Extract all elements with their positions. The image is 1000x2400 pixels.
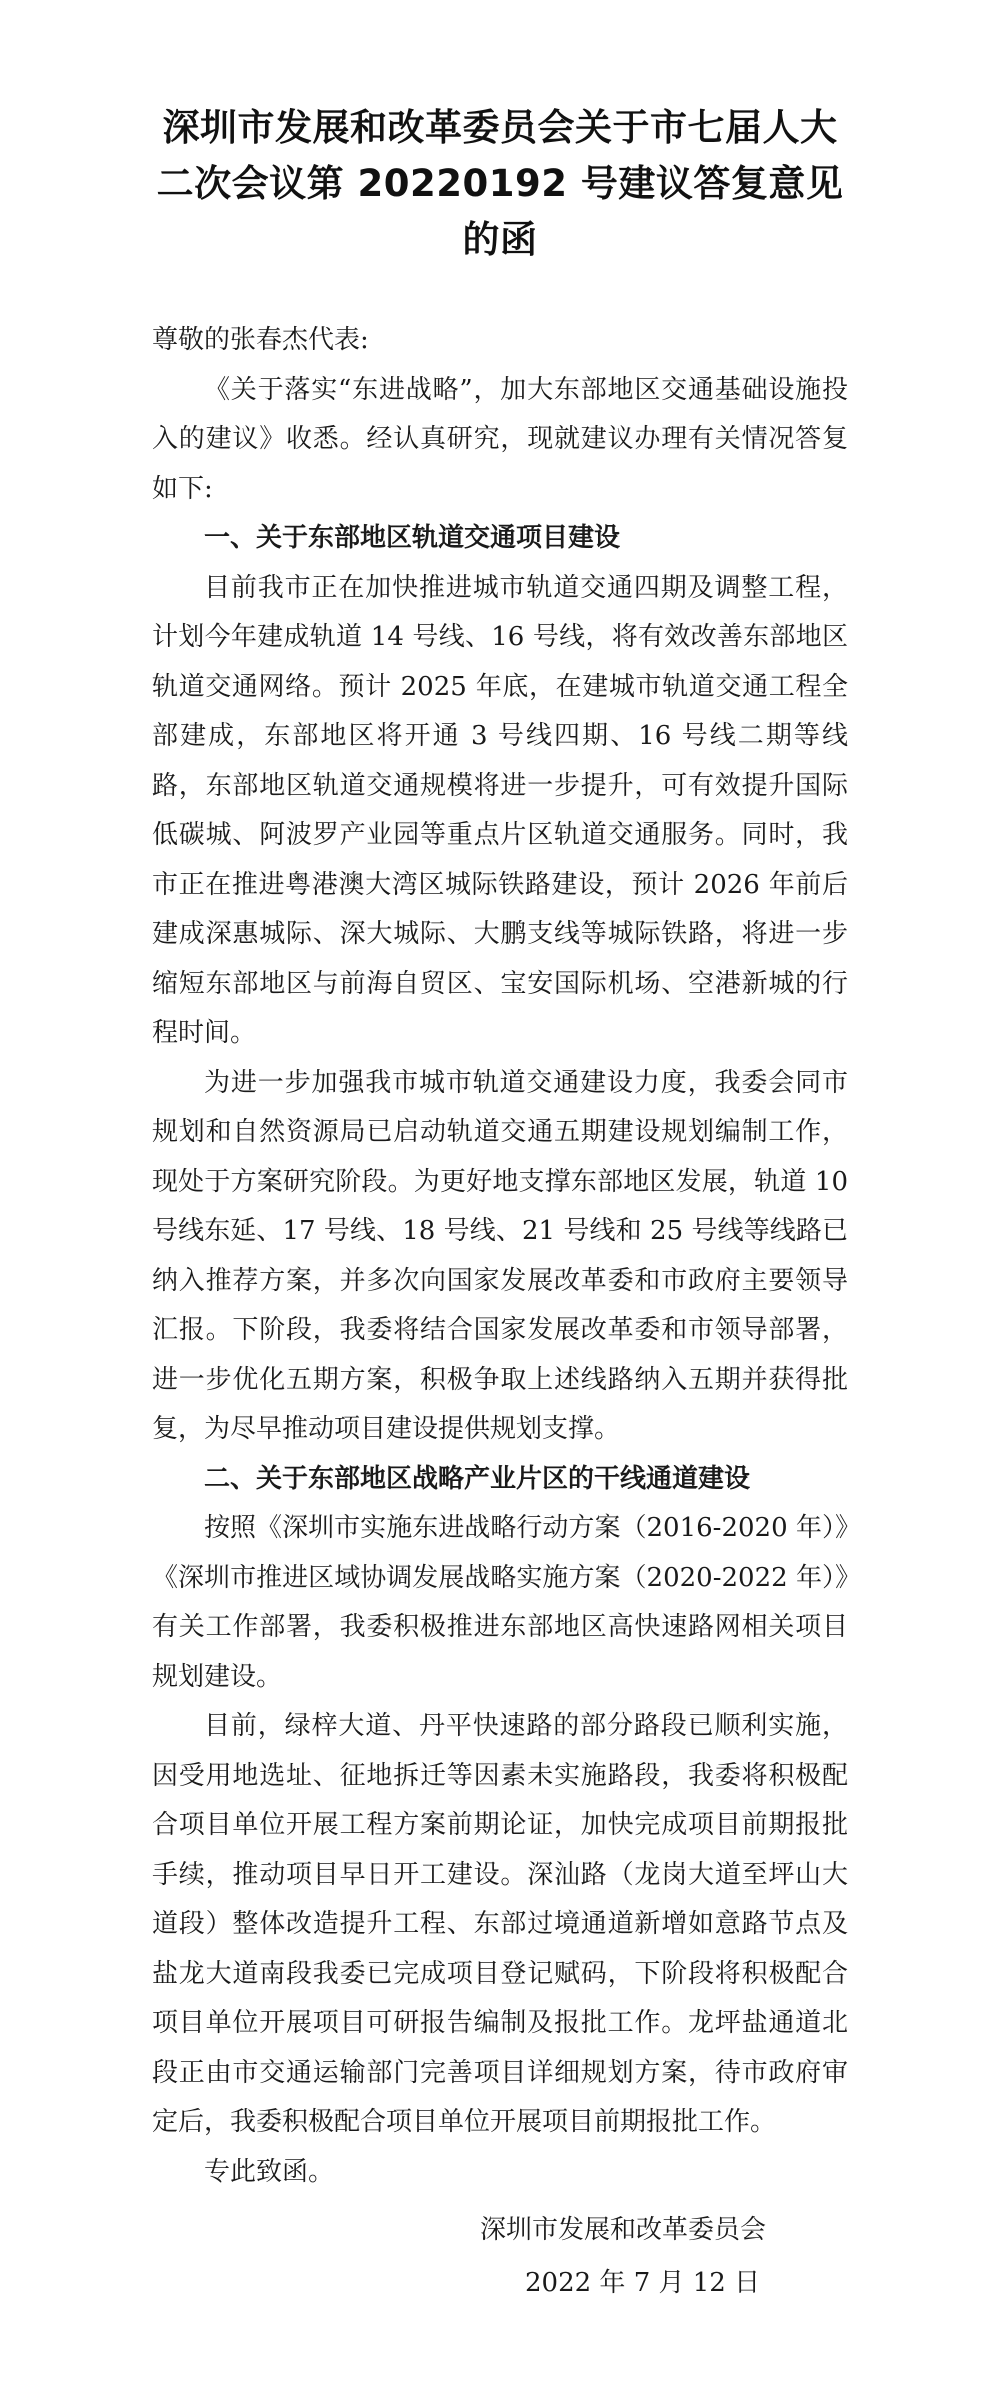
section-2-paragraph-1: 按照《深圳市实施东进战略行动方案（2016-2020 年）》《深圳市推进区域协调发展战略实施方案（2020-2022 年）》有关工作部署，我委积极推进东部地区高快速路网相关项目规划建设。 xyxy=(152,1513,848,1692)
section-2-heading: 二、关于东部地区战略产业片区的干线通道建设 xyxy=(204,1463,751,1494)
section-2-paragraph-2: 目前，绿梓大道、丹平快速路的部分路段已顺利实施，因受用地选址、征地拆迁等因素未实施路段，我委将积极配合项目单位开展工程方案前期论证，加快完成项目前期报批手续，推动项目早日开工建设。深汕路（龙岗大道至坪山大道段）整体改造提升工程、东部过境通道新增如意路节点及盐龙大道南段我委已完成项目登记赋码，下阶段将积极配合项目单位开展项目可研报告编制及报批工作。龙坪盐通道北段正由市交通运输部门完善项目详细规划方案，待市政府审定后，我委积极配合项目单位开展项目前期报批工作。 xyxy=(152,1711,848,2137)
document-body xyxy=(152,316,848,2197)
intro-paragraph: 《关于落实“东进战略”，加大东部地区交通基础设施投入的建议》收悉。经认真研究，现就建议办理有关情况答复如下: xyxy=(152,374,848,504)
closing-line: 专此致函。 xyxy=(204,2156,335,2187)
signature-organization: 深圳市发展和改革委员会 xyxy=(480,2215,767,2245)
section-1-paragraph-2: 为进一步加强我市城市轨道交通建设力度，我委会同市规划和自然资源局已启动轨道交通五期建设规划编制工作，现处于方案研究阶段。为更好地支撑东部地区发展，轨道 10 号线东延、17 号线、18 号线、21 号线和 25 号线等线路已纳入推荐方案，并多次向国家发展改革委和市政府主要领导汇报。下阶段，我委将结合国家发展改革委和市领导部署，进一步优化五期方案，积极争取上述线路纳入五期并获得批复，为尽早推动项目建设提供规划支撑。 xyxy=(152,1067,848,1444)
section-1-heading: 一、关于东部地区轨道交通项目建设 xyxy=(204,523,621,553)
section-1-paragraph-1: 目前我市正在加快推进城市轨道交通四期及调整工程，计划今年建成轨道 14 号线、16 号线，将有效改善东部地区轨道交通网络。预计 2025 年底，在建城市轨道交通工程全部建成，东部地区将开通 3 号线四期、16 号线二期等线路，东部地区轨道交通规模将进一步提升，可有效提升国际低碳城、阿波罗产业园等重点片区轨道交通服务。同时，我市正在推进粤港澳大湾区城际铁路建设，预计 2026 年前后建成深惠城际、深大城际、大鹏支线等城际铁路，将进一步缩短东部地区与前海自贸区、宝安国际机场、空港新城的行程时间。 xyxy=(152,572,848,1048)
signature-date: 2022 年 7 月 12 日 xyxy=(525,2268,761,2298)
document-title xyxy=(152,100,848,268)
title-line-1: 深圳市发展和改革委员会关于市七届人大 xyxy=(162,106,838,149)
title-line-2: 二次会议第 20220192 号建议答复意见的函 xyxy=(156,162,844,261)
salutation: 尊敬的张春杰代表: xyxy=(152,325,369,355)
